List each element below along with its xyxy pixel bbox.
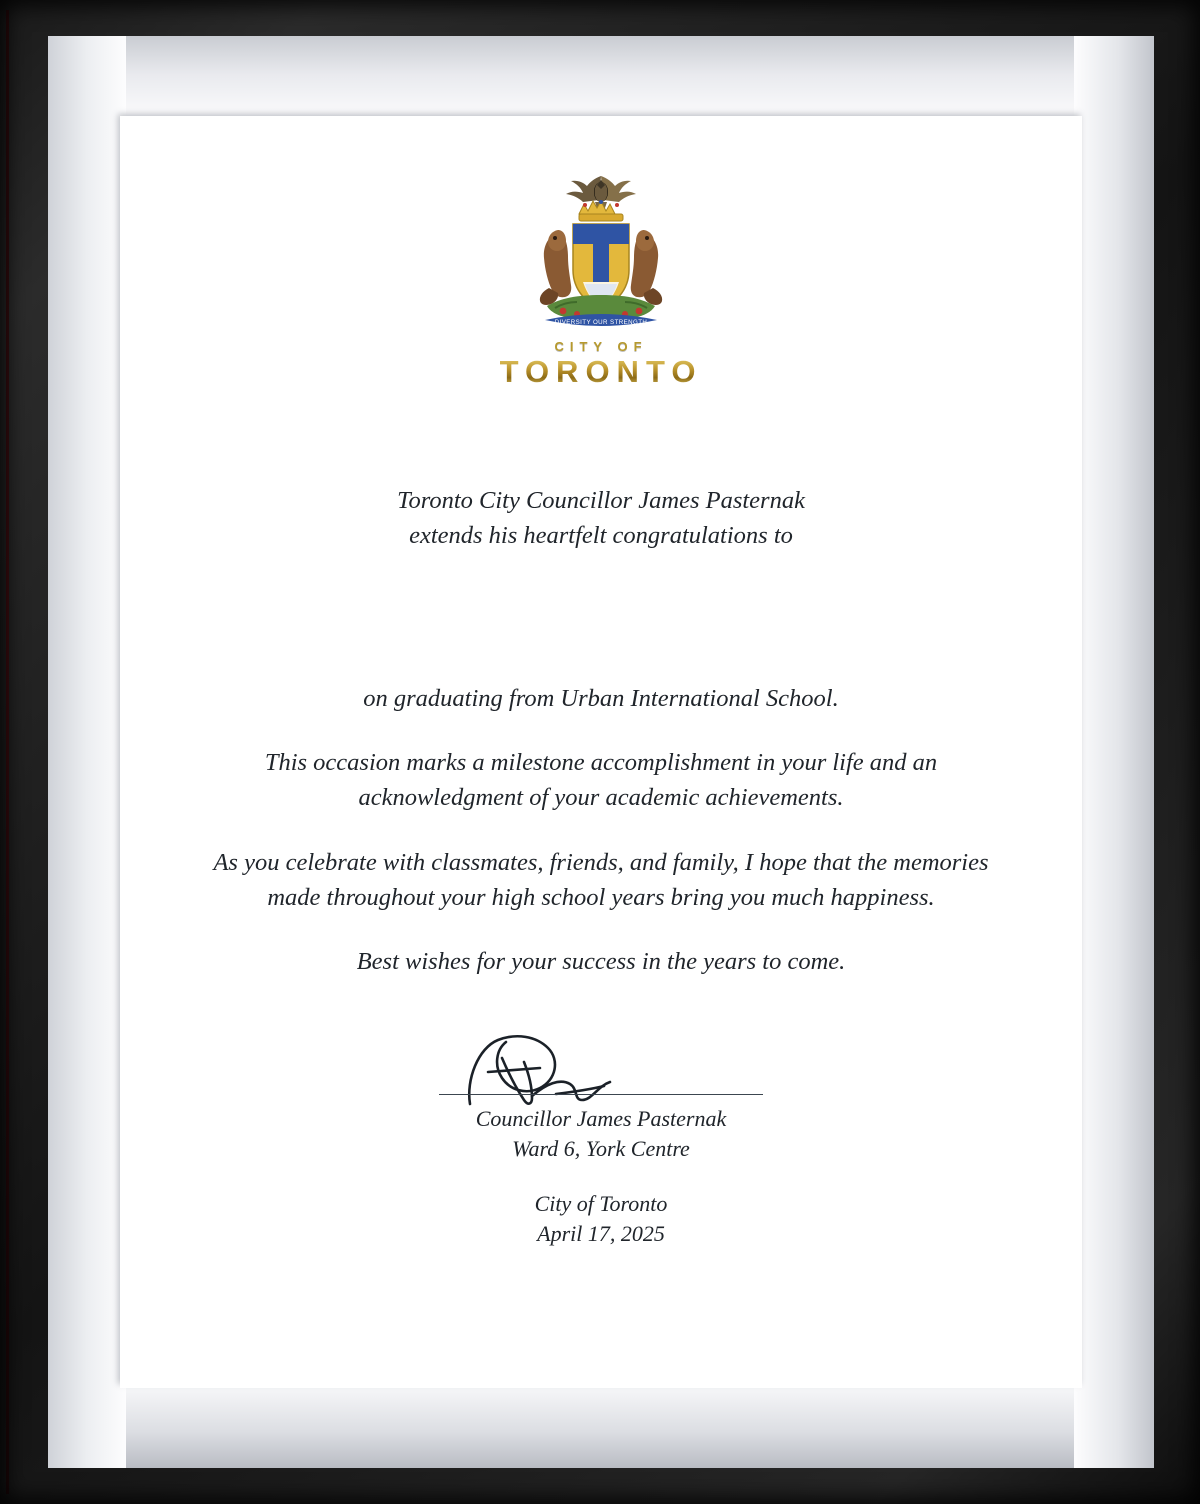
recipient-name — [188, 554, 1014, 682]
signature-block — [120, 1028, 1082, 1249]
beaver-left-icon — [540, 230, 571, 305]
bear-right-icon — [631, 230, 662, 305]
intro-line-2: extends his heartfelt congratulations to — [409, 521, 793, 549]
crown-icon — [579, 200, 623, 221]
motto-text: DIVERSITY OUR STRENGTH — [554, 319, 648, 326]
signatory-name: Councillor James Pasternak — [475, 1106, 727, 1131]
city-of-toronto-logo — [120, 170, 1082, 387]
body-paragraph-4: Best wishes for your success in the years to come. — [356, 948, 846, 976]
toronto-wordmark — [500, 340, 703, 387]
signatory-info — [476, 1104, 727, 1163]
handwritten-signature-icon — [436, 1028, 766, 1112]
body-paragraph-1: on graduating from Urban International School. — [363, 684, 839, 712]
issue-date: April 17, 2025 — [537, 1221, 665, 1247]
frame-edge-accent — [6, 10, 9, 1494]
wordmark-city-of: CITY OF — [554, 339, 648, 354]
mat-bevel-right — [1074, 36, 1154, 1468]
issuer-info — [535, 1189, 668, 1248]
mat-bevel-top — [48, 36, 1154, 122]
body-paragraph-2: This occasion marks a milestone accomplishment in your life and an acknowledgment of your academic achievements. — [264, 749, 938, 812]
intro-block — [188, 484, 1014, 554]
body-paragraph-3: As you celebrate with classmates, friends, and family, I hope that the memories made throughout your high school years bring you much happiness. — [213, 848, 989, 911]
signature-rule — [439, 1094, 763, 1095]
mat-bevel-left — [48, 36, 126, 1468]
mat-bevel-bottom — [48, 1376, 1154, 1468]
coat-of-arms-icon — [511, 170, 691, 338]
certificate-body — [188, 484, 1014, 980]
intro-line-1: Toronto City Councillor James Pasternak — [397, 487, 805, 514]
certificate-page — [120, 116, 1082, 1388]
signatory-ward: Ward 6, York Centre — [512, 1135, 690, 1161]
wordmark-toronto: TORONTO — [499, 354, 703, 389]
issuer-city: City of Toronto — [534, 1191, 668, 1217]
